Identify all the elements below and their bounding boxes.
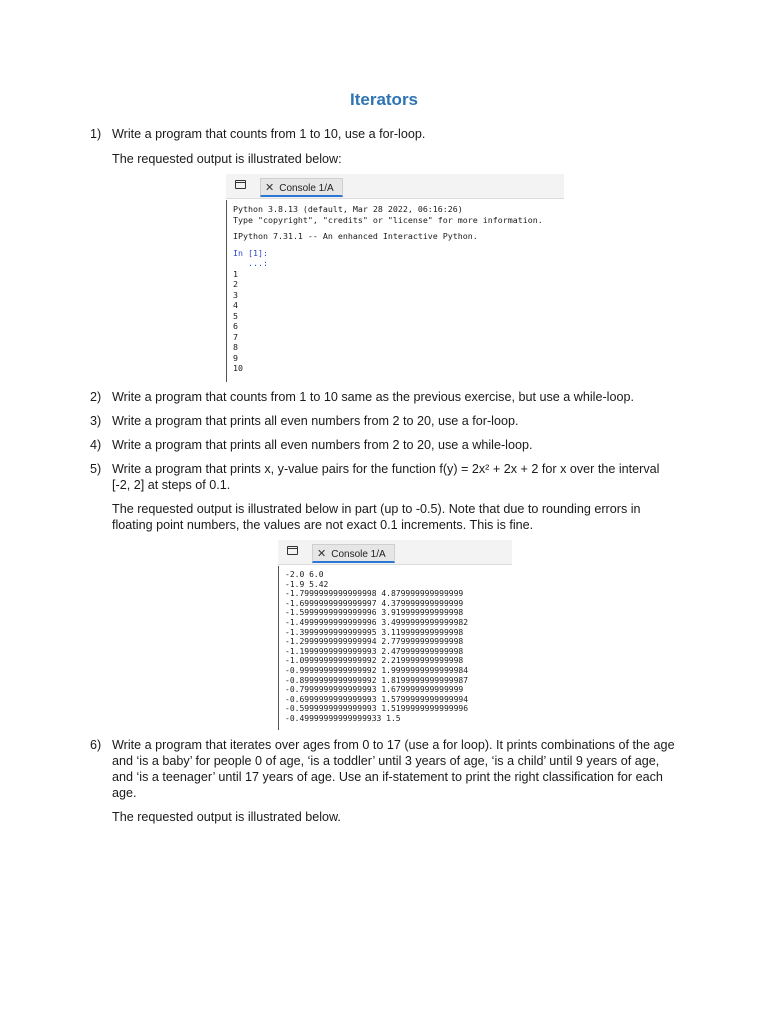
output-line: -1.3999999999999995 3.119999999999998 [285, 627, 464, 637]
exercise-text: Write a program that prints x, y-value pairs for the function f(y) = 2x² + 2x + 2 for x over the interval [-2, 2] at steps of 0.1. [112, 462, 660, 492]
console-tab-label: Console 1/A [331, 549, 386, 560]
output-line: -1.2999999999999994 2.779999999999998 [285, 637, 464, 647]
output-line: -1.6999999999999997 4.379999999999999 [285, 598, 464, 608]
exercise-text: Write a program that counts from 1 to 10 same as the previous exercise, but use a while-loop. [112, 390, 634, 404]
continuation-prompt: ...: [233, 258, 268, 268]
exercise-number: 4) [90, 438, 102, 452]
output-line: 5 [233, 310, 238, 321]
output-line: -1.9 5.42 [285, 579, 329, 589]
output-line: -1.4999999999999996 3.4999999999999982 [285, 617, 469, 627]
input-prompt: In [1]: [233, 247, 268, 258]
output-intro-1: The requested output is illustrated below: [112, 152, 342, 166]
console-output [226, 200, 564, 382]
exercise-text: Write a program that prints all even numbers from 2 to 20, use a for-loop. [112, 414, 519, 428]
output-line: -0.49999999999999933 1.5 [285, 713, 401, 723]
output-intro-5: The requested output is illustrated below in part (up to -0.5). Note that due to rounding errors in floating point numbers, the values are not exact 0.1 increments. This is fine. [112, 502, 641, 532]
output-line: -1.0999999999999992 2.219999999999998 [285, 656, 464, 666]
page-title: Iterators [349, 90, 419, 109]
exercise-text: Write a program that prints all even numbers from 2 to 20, use a while-loop. [112, 438, 533, 452]
output-line: -0.9999999999999992 1.9999999999999984 [285, 665, 469, 675]
exercise-number: 1) [90, 127, 102, 141]
output-line: -1.5999999999999996 3.919999999999998 [285, 608, 464, 618]
output-line: 10 [233, 363, 243, 373]
close-icon: ✕ [317, 548, 327, 560]
ipython-line: IPython 7.31.1 -- An enhanced Interactive Python. [233, 231, 478, 241]
output-line: -0.7999999999999993 1.679999999999999 [285, 685, 464, 695]
output-line: 7 [233, 331, 238, 342]
output-line: 9 [233, 352, 238, 363]
exercise-number: 6) [90, 738, 102, 752]
console-screenshot-2 [278, 540, 512, 730]
output-line: 3 [233, 289, 238, 300]
pane-window-icon [235, 180, 246, 189]
exercise-text: Write a program that iterates over ages from 0 to 17 (use a for loop). It prints combinations of the age and ‘is a baby’ for people 0 of age, ‘is a toddler’ until 3 years of age, ‘is a child’ until 9 years of age, and ‘is a teenager’ until 17 years of age. Use an if-statement to print the right classification for each age. [112, 738, 675, 800]
banner-line: Python 3.8.13 (default, Mar 28 2022, 06:16:26) [233, 204, 463, 214]
output-line: -1.7999999999999998 4.879999999999999 [285, 589, 464, 599]
console-tab [312, 544, 395, 563]
exercise-text: Write a program that counts from 1 to 10, use a for-loop. [112, 127, 426, 141]
pane-window-icon [287, 546, 298, 555]
console-tab-bar [226, 174, 564, 199]
output-line: 6 [233, 321, 238, 331]
output-line: 8 [233, 342, 238, 352]
output-line: 1 [233, 268, 238, 279]
exercise-number: 3) [90, 414, 102, 428]
exercise-number: 2) [90, 390, 102, 404]
close-icon: ✕ [265, 182, 275, 194]
output-line: -1.1999999999999993 2.479999999999998 [285, 646, 464, 656]
console-tab-bar [278, 540, 512, 565]
console-output [278, 566, 512, 730]
output-line: -0.8999999999999992 1.8199999999999987 [285, 675, 469, 685]
output-line: 4 [233, 300, 238, 310]
output-line: -2.0 6.0 [285, 570, 324, 579]
output-line: -0.5999999999999993 1.5199999999999996 [285, 704, 469, 714]
banner-line: Type "copyright", "credits" or "license" for more information. [233, 214, 543, 225]
console-screenshot-1 [226, 174, 564, 382]
console-tab [260, 178, 343, 197]
exercise-number: 5) [90, 462, 102, 476]
output-line: 2 [233, 279, 238, 289]
output-intro-6: The requested output is illustrated below. [112, 810, 341, 824]
output-line: -0.6999999999999993 1.5799999999999994 [285, 694, 469, 704]
console-tab-label: Console 1/A [279, 183, 334, 194]
